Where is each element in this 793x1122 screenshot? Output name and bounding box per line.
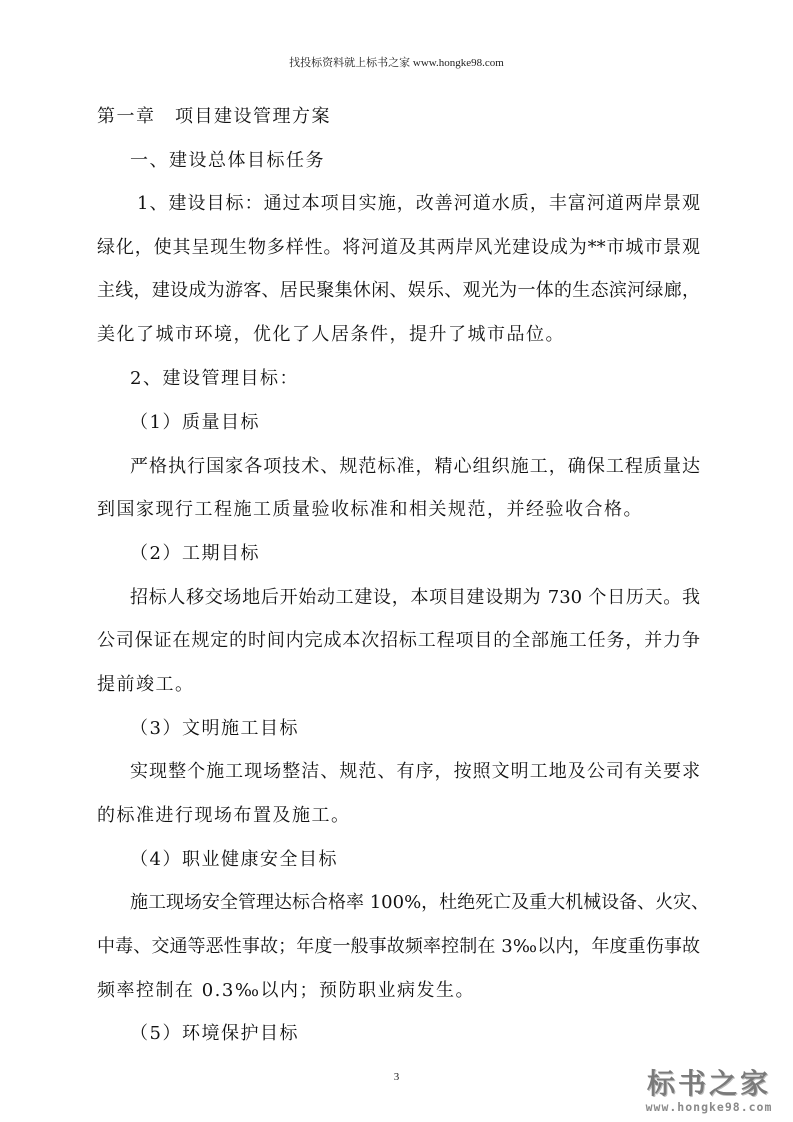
goal-heading-safety: （4）职业健康安全目标 [130,849,338,870]
goal-heading-civilized: （3）文明施工目标 [130,718,299,739]
paragraph-line: 公司保证在规定的时间内完成本次招标工程项目的全部施工任务，并力争 [97,630,700,651]
paragraph-line: 严格执行国家各项技术、规范标准，精心组织施工，确保工程质量达 [130,456,700,477]
paragraph-line: 中毒、交通等恶性事故；年度一般事故频率控制在 3‰以内，年度重伤事故 [97,936,700,957]
paragraph-line: 实现整个施工现场整洁、规范、有序，按照文明工地及公司有关要求 [130,761,700,782]
goal-heading-schedule: （2）工期目标 [130,543,260,564]
paragraph-line: 主线，建设成为游客、居民聚集休闲、娱乐、观光为一体的生态滨河绿廊， [97,280,700,301]
paragraph-line: 施工现场安全管理达标合格率 100%，杜绝死亡及重大机械设备、火灾、 [130,892,710,913]
goal-heading-quality: （1）质量目标 [130,412,260,433]
paragraph-line: 1、建设目标：通过本项目实施，改善河道水质，丰富河道两岸景观 [137,193,700,214]
paragraph-line: 到国家现行工程施工质量验收标准和相关规范，并经验收合格。 [97,499,643,520]
section-heading: 一、建设总体目标任务 [130,150,325,171]
subsection-heading: 2、建设管理目标： [130,368,299,389]
brand-logo [639,1068,779,1114]
paragraph-line: 的标准进行现场布置及施工。 [97,805,351,826]
page-header: 找投标资料就上标书之家 www.hongke98.com [289,57,504,69]
paragraph-line: 招标人移交场地后开始动工建设，本项目建设期为 730 个日历天。我 [130,587,700,608]
goal-heading-environment: （5）环境保护目标 [130,1023,299,1044]
paragraph-line: 美化了城市环境，优化了人居条件，提升了城市品位。 [97,324,565,345]
logo-url: www.hongke98.com [645,1100,773,1114]
paragraph-line: 绿化，使其呈现生物多样性。将河道及其两岸风光建设成为**市城市景观 [97,237,700,258]
logo-title: 标书之家 [646,1067,771,1100]
paragraph-line: 提前竣工。 [97,674,195,695]
chapter-title: 第一章 项目建设管理方案 [97,106,331,127]
paragraph-line: 频率控制在 0.3‰以内；预防职业病发生。 [97,980,475,1001]
page-number: 3 [393,1071,400,1083]
